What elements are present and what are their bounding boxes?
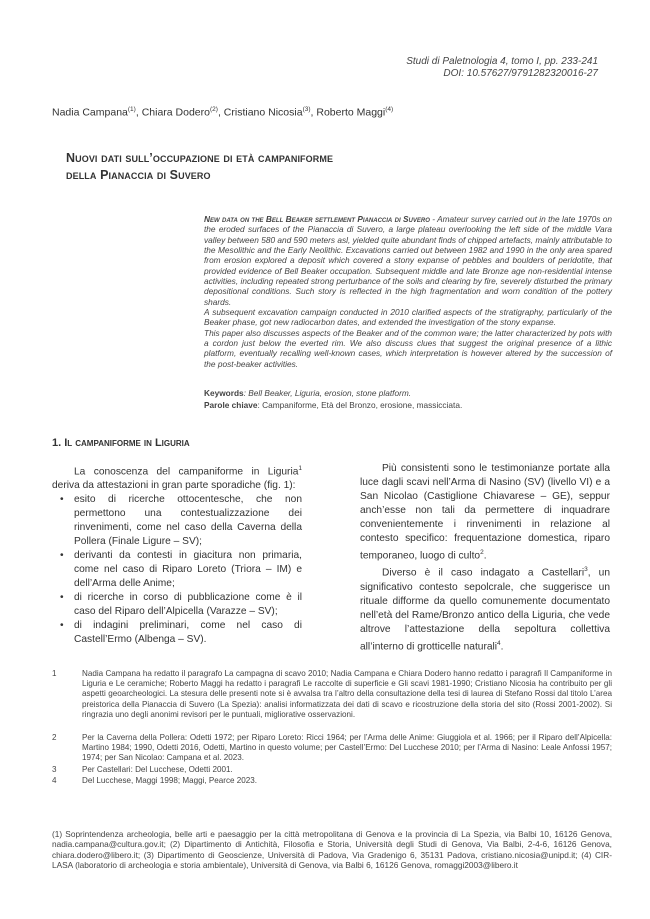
- author-affiliations: (1) Soprintendenza archeologia, belle arti e paesaggio per la città metropolitana di Genova e la provincia di La Spezia, via Balbi 10, 16126 Genova, nadia.campana@cultura.gov.it; (2) Dipartimento di Antichità, Filosofia e Storia, Università degli Studi di Genova, Via Balbi, 2-4-6, 16126 Genova, chiara.dodero@libero.it; (3) Dipartimento di Geoscienze, Università di Padova, Via Gradenigo 6, 35131 Padova, cristiano.nicosia@unipd.it; (4) CIR-LASA (laboratorio di archeologia e storia ambientale), Università di Genova, via Balbi 6, 16126 Genova, romaggi2003@libero.it: [52, 829, 612, 871]
- author-name: Chiara Dodero: [141, 106, 210, 119]
- footnote-number: 3: [52, 765, 57, 774]
- abstract-heading: New data on the Bell Beaker settlement Pianaccia di Suvero: [204, 214, 430, 224]
- section-heading: 1. Il campaniforme in Liguria: [52, 437, 190, 449]
- footnote-ref[interactable]: 1: [298, 465, 302, 472]
- author-affiliation-mark: (1): [127, 106, 136, 113]
- bullet-item: • derivanti da contesti in giacitura non primaria, come nel caso di Riparo Loreto (Triora – IM) e dell’Arma delle Anime;: [52, 549, 302, 591]
- bullet-item: • di ricerche in corso di pubblicazione come è il caso del Riparo dell’Alpicella (Varazze – SV);: [52, 591, 302, 619]
- keywords-block: [204, 387, 612, 411]
- footnote: [52, 765, 612, 776]
- journal-header: [298, 56, 598, 80]
- keywords-it: Parole chiave: Campaniforme, Età del Bronzo, erosione, massicciata.: [204, 400, 463, 410]
- body-paragraph: Diverso è il caso indagato a Castellari$^3$, un significativo contesto sepolcrale, che suggerisce un rituale difforme da quello comunemente documentato nell’età del Rame/Bronzo antico della Liguria, che vede altrove l’attestazione della sepoltura collettiva all’interno di grotticelle naturali$^4$.: [360, 566, 610, 653]
- footnote-ref[interactable]: 4: [497, 639, 501, 647]
- bullet-item: • esito di ricerche ottocentesche, che non permettono una contestualizzazione dei rinvenimenti, come nel caso della Caverna della Pollera (Finale Ligure – SV);: [52, 493, 302, 549]
- footnote-ref[interactable]: 3: [584, 566, 588, 574]
- author-list: Nadia Campana$^{(1)}$, Chiara Dodero$^{(2)}$, Cristiano Nicosia$^{(3)}$, Roberto Maggi$^{(4)}$: [52, 106, 394, 119]
- footnote-number: 4: [52, 776, 57, 785]
- abstract-paragraph: New data on the Bell Beaker settlement Pianaccia di Suvero - Amateur survey carried out in the late 1970s on the eroded surfaces of the Pianaccia di Suvero, a large plateau overlooking the left side of the middle Vara valley between 580 and 590 meters asl, yielded quite abundant finds of chipped artefacts, mainly attributable to the Mesolithic and the Early Neolithic. Excavations carried out between 1982 and 1990 in the only area spared from erosion explored a deposit which covered a stony expanse of pebbles and boulders of peridotite, that provided evidence of Bell Beaker occupation. Subsequent middle and late Bronze age non-residential intense activities, including repeated strong perturbance of the soils and clearing by fire, severely disturbed the primary depositional conditions. Such story is reflected in the high fragmentation and worn condition of the pottery shards.: [204, 214, 612, 307]
- right-column: [360, 462, 610, 654]
- footnote: [52, 776, 612, 787]
- footnote: [52, 669, 612, 731]
- keywords-label: Keywords: [204, 388, 244, 398]
- footnote-number: 2: [52, 733, 57, 742]
- bullet-item: • di indagini preliminari, come nel caso di Castell’Ermo (Albenga – SV).: [52, 619, 302, 647]
- footnote-text: Nadia Campana ha redatto il paragrafo La campagna di scavo 2010; Nadia Campana e Chiara Dodero hanno redatto i paragrafi Il Campaniforme in Liguria e Le ceramiche; Roberto Maggi ha redatto i paragrafi Le raccolte di superficie e Gli scavi 1981-1990; Cristiano Nicosia ha contribuito per gli aspetti geoarcheologici. La stesura delle presenti note si è avvalsa tra l’altro della consultazione della tesi di laurea di Stefano Rossi dal titolo L’area preistorica della Pianaccia di Suvero (La Spezia): analisi informatizzata dei dati di scavo e ricostruzione della storia del sito (Rossi 2001-2002). Si ringrazia uno degli anonimi revisori per le puntuali, migliorative osservazioni.: [82, 669, 612, 719]
- author-affiliation-mark: (4): [385, 106, 394, 113]
- body-paragraph: Più consistenti sono le testimonianze portate alla luce dagli scavi nell’Arma di Nasino (SV) (livello VI) e a San Nicolao (Castiglione Chiavarese – GE), seppur anch’esse non tali da permettere di inquadrare convenientemente i rinvenimenti in relazione al contesto specifico: frequentazione domestica, riparo temporaneo, luogo di culto$^2$.: [360, 463, 610, 562]
- footnote-text: Per Castellari: Del Lucchese, Odetti 2001.: [82, 765, 233, 774]
- footnote-number: 1: [52, 669, 57, 678]
- author-name: Cristiano Nicosia: [223, 106, 303, 119]
- footnote-ref[interactable]: 2: [480, 549, 484, 556]
- body-paragraph: La conoscenza del campaniforme in Liguria$^1$ deriva da attestazioni in gran parte sporadiche (fig. 1):: [52, 465, 302, 492]
- abstract-paragraph: A subsequent excavation campaign conducted in 2010 clarified aspects of the stratigraphy, particularly of the Beaker phase, got new radiocarbon dates, and extended the investigation of the stony expanse.: [204, 307, 612, 328]
- doi: DOI: 10.57627/9791282320016-27: [443, 68, 598, 79]
- author-name: Nadia Campana: [52, 106, 128, 119]
- footnote-text: Per la Caverna della Pollera: Odetti 1972; per Riparo Loreto: Ricci 1964; per l’Arma delle Anime: Giuggiola et al. 1966; per il Riparo dell’Alpicella: Martino 1984; 1990, Odetti 2016, Odetti, Martino in questo volume; per Castell’Ermo: Del Lucchese 2010; per l’Arma di Nasino: Leale Anfossi 1957; 1974; per San Nicolao: Campana et al. 2023.: [82, 733, 612, 763]
- keywords-en: Keywords: Bell Beaker, Liguria, erosion, stone platform.: [204, 388, 412, 398]
- footnote: [52, 733, 612, 765]
- title-line-2: della Pianaccia di Suvero: [66, 168, 211, 182]
- abstract: [204, 214, 612, 369]
- author-affiliation-mark: (3): [302, 106, 311, 113]
- footnote-text: Del Lucchese, Maggi 1998; Maggi, Pearce 2023.: [82, 776, 258, 785]
- journal-citation: Studi di Paletnologia 4, tomo I, pp. 233-241: [406, 56, 598, 67]
- keywords-label-it: Parole chiave: [204, 400, 258, 410]
- author-name: Roberto Maggi: [316, 106, 386, 119]
- abstract-paragraph: This paper also discusses aspects of the Beaker and of the common ware; the latter characterized by pots with a cordon just below the everted rim. We also discuss clues that suggest the original presence of a lithic platform, eventually recalling well-known cases, which interpretation is however altered by the succession of the post-beaker activities.: [204, 327, 612, 369]
- article-title: [66, 150, 586, 184]
- author-affiliation-mark: (2): [209, 106, 218, 113]
- title-line-1: Nuovi dati sull’occupazione di età campaniforme: [66, 151, 334, 165]
- left-column: [52, 462, 302, 647]
